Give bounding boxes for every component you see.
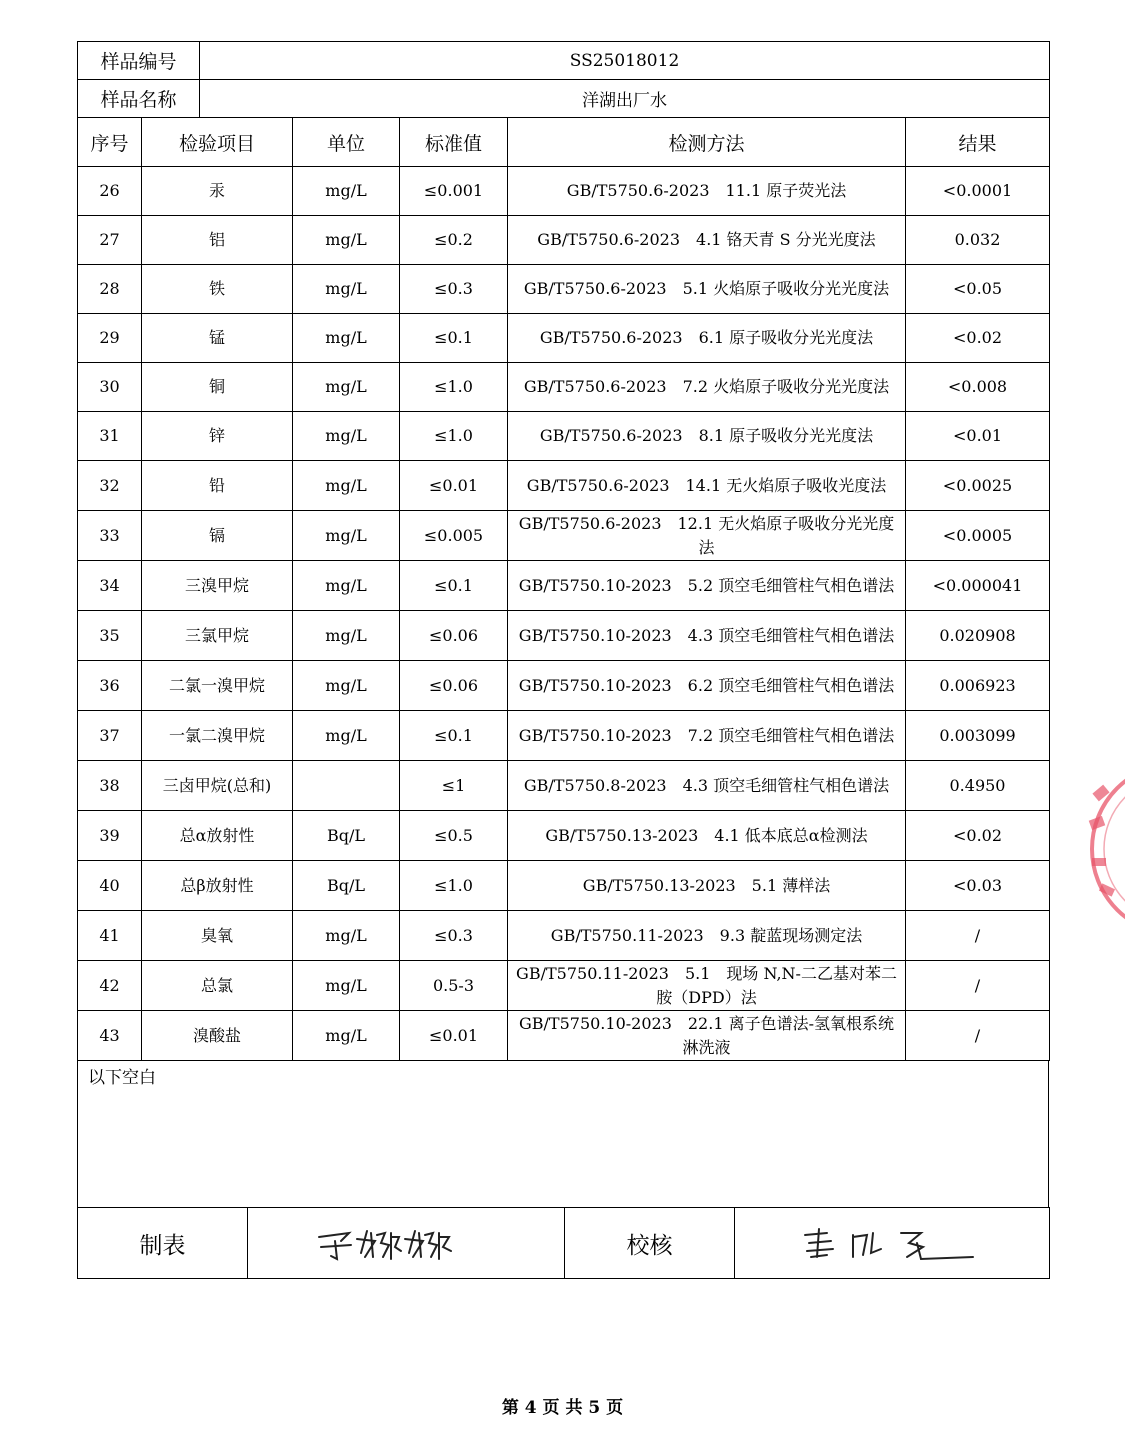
table-row [78, 811, 1050, 861]
page-footer: 第 4 页 共 5 页 [501, 1398, 624, 1418]
test-method: GB/T5750.6-2023 7.2 火焰原子吸收分光光度法 [508, 363, 906, 412]
unit: mg/L [293, 561, 400, 611]
standard-value: ≤0.005 [400, 511, 508, 561]
result-value: 0.032 [906, 216, 1050, 265]
table-row [78, 1011, 1050, 1061]
test-item: 臭氧 [142, 911, 293, 961]
table-row [78, 314, 1050, 363]
remarks-table [77, 1060, 1049, 1208]
standard-value: ≤0.3 [400, 911, 508, 961]
standard-value: ≤0.1 [400, 711, 508, 761]
result-value: <0.05 [906, 265, 1050, 314]
unit: mg/L [293, 216, 400, 265]
standard-value: ≤0.01 [400, 461, 508, 511]
standard-value: ≤1.0 [400, 861, 508, 911]
prepared-by-label: 制表 [78, 1208, 248, 1279]
test-item: 三卤甲烷(总和) [142, 761, 293, 811]
result-value: 0.4950 [906, 761, 1050, 811]
test-item: 镉 [142, 511, 293, 561]
row-number: 33 [78, 511, 142, 561]
column-header: 结果 [906, 118, 1050, 167]
test-item: 总α放射性 [142, 811, 293, 861]
row-number: 39 [78, 811, 142, 861]
test-method: GB/T5750.6-2023 4.1 铬天青 S 分光光度法 [508, 216, 906, 265]
result-value: <0.0025 [906, 461, 1050, 511]
row-number: 30 [78, 363, 142, 412]
standard-value: ≤1.0 [400, 363, 508, 412]
report-sheet [77, 41, 1049, 1279]
column-header: 序号 [78, 118, 142, 167]
result-value: <0.0005 [906, 511, 1050, 561]
standard-value: ≤1 [400, 761, 508, 811]
table-row [78, 711, 1050, 761]
row-number: 28 [78, 265, 142, 314]
table-row [78, 412, 1050, 461]
unit: Bq/L [293, 861, 400, 911]
test-item: 铅 [142, 461, 293, 511]
table-row [78, 561, 1050, 611]
unit: mg/L [293, 167, 400, 216]
result-value: / [906, 911, 1050, 961]
test-method: GB/T5750.6-2023 8.1 原子吸收分光光度法 [508, 412, 906, 461]
sample-name-label: 样品名称 [78, 80, 200, 118]
standard-value: ≤0.1 [400, 561, 508, 611]
table-row [78, 363, 1050, 412]
result-value: <0.0001 [906, 167, 1050, 216]
row-number: 31 [78, 412, 142, 461]
unit: mg/L [293, 265, 400, 314]
result-value: <0.02 [906, 314, 1050, 363]
row-number: 43 [78, 1011, 142, 1061]
standard-value: ≤0.1 [400, 314, 508, 363]
table-row [78, 265, 1050, 314]
standard-value: ≤0.2 [400, 216, 508, 265]
reviewed-by-label: 校核 [565, 1208, 735, 1279]
test-item: 总β放射性 [142, 861, 293, 911]
standard-value: ≤0.001 [400, 167, 508, 216]
result-value: / [906, 961, 1050, 1011]
test-item: 总氯 [142, 961, 293, 1011]
test-method: GB/T5750.10-2023 6.2 顶空毛细管柱气相色谱法 [508, 661, 906, 711]
unit: mg/L [293, 961, 400, 1011]
unit: mg/L [293, 1011, 400, 1061]
test-item: 锌 [142, 412, 293, 461]
test-method: GB/T5750.6-2023 12.1 无火焰原子吸收分光光度法 [508, 511, 906, 561]
unit: mg/L [293, 511, 400, 561]
result-value: 0.006923 [906, 661, 1050, 711]
sample-name-value: 洋湖出厂水 [200, 80, 1050, 118]
table-row [78, 611, 1050, 661]
sample-number-label: 样品编号 [78, 42, 200, 80]
unit: mg/L [293, 911, 400, 961]
table-row [78, 761, 1050, 811]
standard-value: ≤0.06 [400, 611, 508, 661]
standard-value: ≤0.01 [400, 1011, 508, 1061]
test-item: 铜 [142, 363, 293, 412]
standard-value: ≤1.0 [400, 412, 508, 461]
table-row [78, 461, 1050, 511]
row-number: 38 [78, 761, 142, 811]
result-value: <0.01 [906, 412, 1050, 461]
prepared-by-signature [248, 1208, 565, 1279]
unit: Bq/L [293, 811, 400, 861]
unit [293, 761, 400, 811]
row-number: 27 [78, 216, 142, 265]
result-value: 0.020908 [906, 611, 1050, 661]
test-method: GB/T5750.6-2023 11.1 原子荧光法 [508, 167, 906, 216]
test-method: GB/T5750.13-2023 4.1 低本底总α检测法 [508, 811, 906, 861]
test-method: GB/T5750.11-2023 5.1 现场 N,N-二乙基对苯二胺（DPD）法 [508, 961, 906, 1011]
table-row [78, 511, 1050, 561]
official-seal-partial [1086, 758, 1125, 940]
test-item: 一氯二溴甲烷 [142, 711, 293, 761]
test-method: GB/T5750.6-2023 14.1 无火焰原子吸收光度法 [508, 461, 906, 511]
test-item: 锰 [142, 314, 293, 363]
row-number: 26 [78, 167, 142, 216]
unit: mg/L [293, 363, 400, 412]
test-item: 汞 [142, 167, 293, 216]
unit: mg/L [293, 314, 400, 363]
standard-value: ≤0.06 [400, 661, 508, 711]
test-item: 三溴甲烷 [142, 561, 293, 611]
row-number: 40 [78, 861, 142, 911]
row-number: 36 [78, 661, 142, 711]
result-value: <0.03 [906, 861, 1050, 911]
test-method: GB/T5750.8-2023 4.3 顶空毛细管柱气相色谱法 [508, 761, 906, 811]
test-item: 溴酸盐 [142, 1011, 293, 1061]
standard-value: ≤0.3 [400, 265, 508, 314]
result-value: <0.008 [906, 363, 1050, 412]
standard-value: ≤0.5 [400, 811, 508, 861]
column-header: 标准值 [400, 118, 508, 167]
test-method: GB/T5750.10-2023 22.1 离子色谱法-氢氧根系统淋洗液 [508, 1011, 906, 1061]
row-number: 37 [78, 711, 142, 761]
table-row [78, 861, 1050, 911]
column-header: 检验项目 [142, 118, 293, 167]
test-item: 二氯一溴甲烷 [142, 661, 293, 711]
result-value: <0.02 [906, 811, 1050, 861]
table-row [78, 216, 1050, 265]
test-item: 三氯甲烷 [142, 611, 293, 661]
test-method: GB/T5750.10-2023 5.2 顶空毛细管柱气相色谱法 [508, 561, 906, 611]
test-item: 铁 [142, 265, 293, 314]
row-number: 29 [78, 314, 142, 363]
table-row [78, 911, 1050, 961]
reviewed-by-signature [735, 1208, 1050, 1279]
table-row [78, 167, 1050, 216]
table-row [78, 661, 1050, 711]
sample-number-value: SS25018012 [200, 42, 1050, 80]
row-number: 32 [78, 461, 142, 511]
row-number: 35 [78, 611, 142, 661]
test-method: GB/T5750.6-2023 5.1 火焰原子吸收分光光度法 [508, 265, 906, 314]
row-number: 34 [78, 561, 142, 611]
result-value: 0.003099 [906, 711, 1050, 761]
unit: mg/L [293, 611, 400, 661]
unit: mg/L [293, 461, 400, 511]
signature-table [77, 1207, 1050, 1279]
column-header: 检测方法 [508, 118, 906, 167]
column-header-row [78, 118, 1050, 167]
unit: mg/L [293, 711, 400, 761]
result-value: / [906, 1011, 1050, 1061]
test-method: GB/T5750.13-2023 5.1 薄样法 [508, 861, 906, 911]
test-method: GB/T5750.11-2023 9.3 靛蓝现场测定法 [508, 911, 906, 961]
test-item: 铝 [142, 216, 293, 265]
row-number: 42 [78, 961, 142, 1011]
sample-info-table [77, 41, 1050, 118]
table-row [78, 961, 1050, 1011]
result-value: <0.000041 [906, 561, 1050, 611]
blank-note: 以下空白 [78, 1061, 1049, 1208]
results-table [77, 117, 1050, 1061]
test-method: GB/T5750.6-2023 6.1 原子吸收分光光度法 [508, 314, 906, 363]
column-header: 单位 [293, 118, 400, 167]
standard-value: 0.5-3 [400, 961, 508, 1011]
unit: mg/L [293, 661, 400, 711]
test-method: GB/T5750.10-2023 4.3 顶空毛细管柱气相色谱法 [508, 611, 906, 661]
unit: mg/L [293, 412, 400, 461]
test-method: GB/T5750.10-2023 7.2 顶空毛细管柱气相色谱法 [508, 711, 906, 761]
row-number: 41 [78, 911, 142, 961]
